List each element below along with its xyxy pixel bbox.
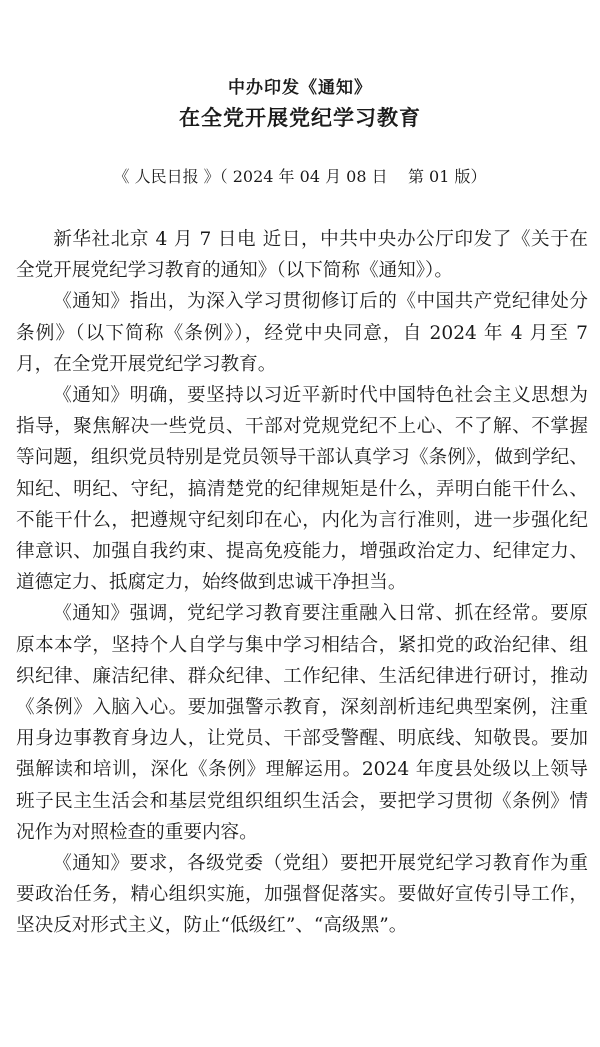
article-body: [16, 224, 588, 942]
article-title: 在全党开展党纪学习教育: [179, 105, 421, 130]
paragraph-5: 《通知》要求，各级党委（党组）要把开展党纪学习教育作为重要政治任务，精心组织实施，加强督促落实。要做好宣传引导工作，坚决反对形式主义，防止“低级红”、“高级黑”。: [16, 853, 588, 937]
paragraph-1: 新华社北京 4 月 7 日电 近日，中共中央办公厅印发了《关于在全党开展党纪学习教育的通知》（以下简称《通知》）。: [16, 229, 588, 282]
article-kicker: 中办印发《通知》: [228, 78, 372, 98]
paragraph-3: 《通知》明确，要坚持以习近平新时代中国特色社会主义思想为指导，聚焦解决一些党员、干部对党规党纪不上心、不了解、不掌握等问题，组织党员特别是党员领导干部认真学习《条例》，做到学纪、知纪、明纪、守纪，搞清楚党的纪律规矩是什么，弄明白能干什么、不能干什么，把遵规守纪刻印在心，内化为言行准则，进一步强化纪律意识、加强自我约束、提高免疫能力，增强政治定力、纪律定力、道德定力、抵腐定力，始终做到忠诚干净担当。: [16, 385, 588, 594]
paragraph-4: 《通知》强调，党纪学习教育要注重融入日常、抓在经常。要原原本本学，坚持个人自学与集中学习相结合，紧扣党的政治纪律、组织纪律、廉洁纪律、群众纪律、工作纪律、生活纪律进行研讨，推动《条例》入脑入心。要加强警示教育，深刻剖析违纪典型案例，注重用身边事教育身边人，让党员、干部受警醒、明底线、知敬畏。要加强解读和培训，深化《条例》理解运用。2024 年度县处级以上领导班子民主生活会和基层党组织组织生活会，要把学习贯彻《条例》情况作为对照检查的重要内容。: [16, 603, 588, 843]
article-source-line: 《 人民日报 》（ 2024 年 04 月 08 日 第 01 版）: [113, 167, 487, 186]
paragraph-2: 《通知》指出，为深入学习贯彻修订后的《中国共产党纪律处分条例》（以下简称《条例》），经党中央同意，自 2024 年 4 月至 7 月，在全党开展党纪学习教育。: [16, 291, 588, 375]
